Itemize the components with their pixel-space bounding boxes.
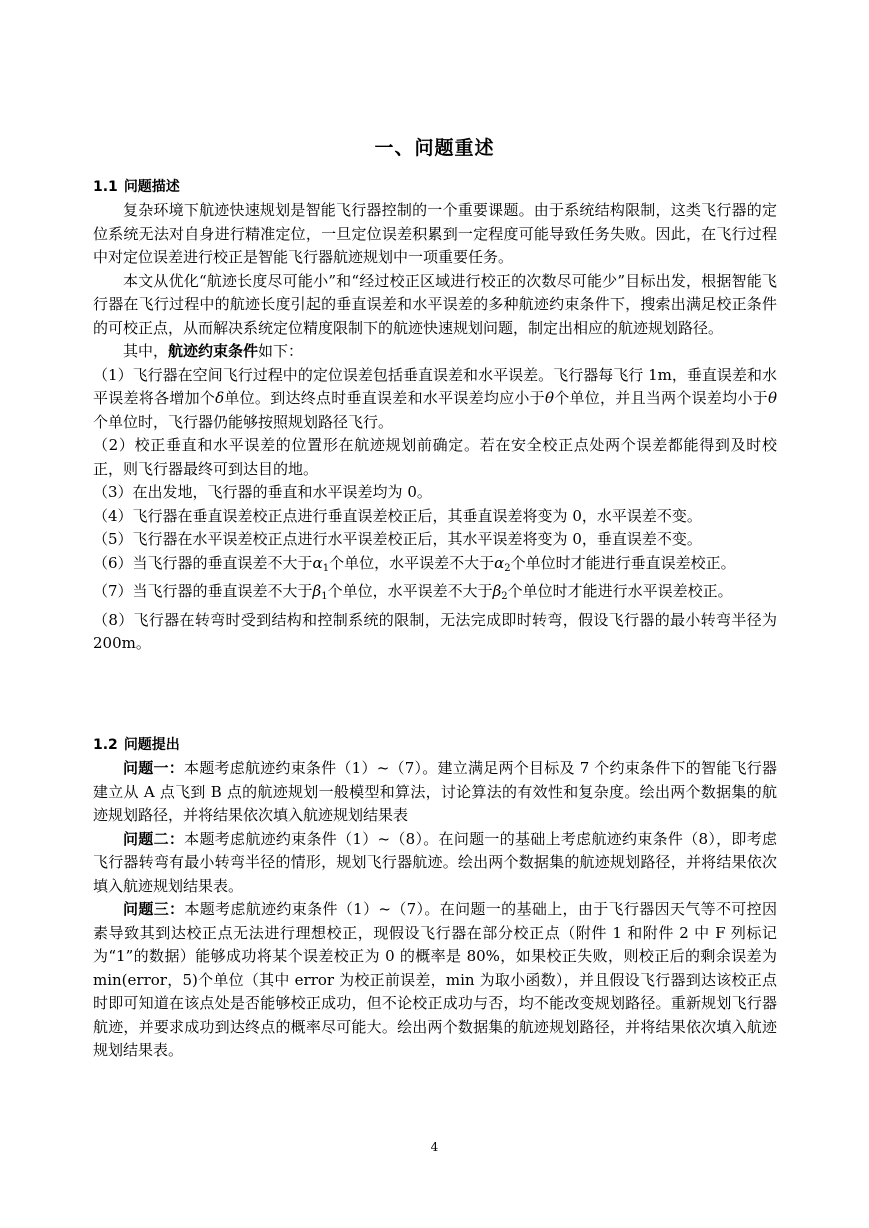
section-number: 1.2 xyxy=(93,737,118,753)
beta-symbol xyxy=(493,582,508,600)
paragraph: 复杂环境下航迹快速规划是智能飞行器控制的一个重要课题。由于系统结构限制，这类飞行器的定位系统无法对自身进行精准定位，一旦定位误差积累到一定程度可能导致任务失败。因此，在飞行过程中对定位误差进行校正是智能飞行器航迹规划中一项重要任务。 xyxy=(93,201,777,266)
text: 个单位时才能进行水平误差校正。 xyxy=(507,582,733,600)
section-1-2-body xyxy=(93,757,777,1063)
text: （7）当飞行器的垂直误差不大于 xyxy=(93,582,313,600)
section-title: 问题描述 xyxy=(123,179,180,195)
text: 个单位时，飞行器仍能够按照规划路径飞行。 xyxy=(93,412,394,431)
paragraph: 本文从优化“航迹长度尽可能小”和“经过校正区域进行校正的次数尽可能少”目标出发，根据智能飞行器在飞行过程中的航迹长度引起的垂直误差和水平误差的多种航迹约束条件下，搜索出满足校正条件的可校正点，从而解决系统定位精度限制下的航迹快速规划问题，制定出相应的航迹规划路径。 xyxy=(93,271,777,337)
text: 个单位，并且当两个误差均小于 xyxy=(553,389,768,407)
text: （1）飞行器在空间飞行过程中的定位误差包括垂直误差和水平误差。飞行器每飞行 1m，垂直误差和水平误差将各增加个 xyxy=(93,365,777,407)
text: 本题考虑航迹约束条件（1）~（7）。在问题一的基础上，由于飞行器因天气等不可控因素导致其到达校正点无法进行理想校正，现假设飞行器在部分校正点（附件 1 和附件 2 中 F 列标记为“1”的数据）能够成功将某个误差校正为 0 的概率是 80%，如果校正失败，则校正后的剩余误差为 min(error，5)个单位（其中 error 为校正前误差，min 为取小函数），并且假设飞行器到达该校正点时即可知道在该点处是否能够校正成功，但不论校正成功与否，均不能改变规划路径。重新规划飞行器航迹，并要求成功到达终点的概率尽可能大。绘出两个数据集的航迹规划路径，并将结果依次填入航迹规划结果表。 xyxy=(93,900,777,1059)
subscript: 2 xyxy=(501,591,508,602)
question-3 xyxy=(93,898,777,1063)
page-number: 4 xyxy=(430,1140,439,1154)
alpha-symbol xyxy=(313,554,330,572)
symbol: α xyxy=(312,553,323,572)
constraint-1 xyxy=(93,364,777,435)
text: 如下： xyxy=(258,342,304,360)
text: 个单位时才能进行垂直误差校正。 xyxy=(510,553,736,572)
subscript: 2 xyxy=(504,562,511,574)
text: 个单位，水平误差不大于 xyxy=(327,582,493,600)
constraint-5: （5）飞行器在水平误差校正点进行水平误差校正后，其水平误差将变为 0，垂直误差不变。 xyxy=(93,530,702,548)
text: 本题考虑航迹约束条件（1）~（7）。建立满足两个目标及 7 个约束条件下的智能飞行器建立从 A 点飞到 B 点的航迹规划一般模型和算法，讨论算法的有效性和复杂度。绘出两个数据集的航迹规划路径，并将结果依次填入航迹规划结果表 xyxy=(93,759,777,824)
text: 单位。到达终点时垂直误差和水平误差均应小于 xyxy=(224,389,545,407)
beta-symbol xyxy=(313,582,328,600)
text: （6）当飞行器的垂直误差不大于 xyxy=(93,553,313,572)
text: 个单位，水平误差不大于 xyxy=(329,553,495,572)
chapter-title: 一、问题重述 xyxy=(374,137,495,159)
text: 其中， xyxy=(123,342,169,360)
symbol: α xyxy=(494,553,505,572)
symbol: β xyxy=(492,582,502,600)
constraint-2: （2）校正垂直和水平误差的位置形在航迹规划前确定。若在安全校正点处两个误差都能得到及时校正，则飞行器最终可到达目的地。 xyxy=(93,436,777,478)
question-label: 问题一： xyxy=(123,759,184,777)
theta-symbol: θ xyxy=(544,389,554,407)
theta-symbol: θ xyxy=(767,389,777,407)
question-label: 问题三： xyxy=(123,900,185,918)
alpha-symbol xyxy=(494,554,511,572)
section-number: 1.1 xyxy=(93,179,118,195)
section-heading-1-2 xyxy=(93,734,180,754)
question-2 xyxy=(93,828,777,899)
constraint-8: （8）飞行器在转弯时受到结构和控制系统的限制，无法完成即时转弯，假设飞行器的最小转弯半径为 200m。 xyxy=(93,610,777,652)
question-1 xyxy=(93,757,777,828)
section-heading-1-1 xyxy=(93,176,180,196)
subscript: 1 xyxy=(322,562,330,574)
bold-term: 航迹约束条件 xyxy=(168,342,259,360)
constraint-4: （4）飞行器在垂直误差校正点进行垂直误差校正后，其垂直误差将变为 0，水平误差不变。 xyxy=(93,506,702,525)
paragraph xyxy=(93,340,777,364)
text: 本题考虑航迹约束条件（1）~（8）。在问题一的基础上考虑航迹约束条件（8），即考虑飞行器转弯有最小转弯半径的情形，规划飞行器航迹。绘出两个数据集的航迹规划路径，并将结果依次填入航迹规划结果表。 xyxy=(93,829,777,895)
subscript: 1 xyxy=(321,591,328,602)
question-label: 问题二： xyxy=(123,829,185,848)
constraint-3: （3）在出发地，飞行器的垂直和水平误差均为 0。 xyxy=(93,483,432,501)
symbol: β xyxy=(312,582,322,600)
section-1-1-body xyxy=(93,199,777,656)
section-title: 问题提出 xyxy=(123,737,180,753)
constraint-6 xyxy=(93,552,777,581)
delta-symbol: δ xyxy=(215,389,225,407)
constraint-7 xyxy=(93,580,777,609)
